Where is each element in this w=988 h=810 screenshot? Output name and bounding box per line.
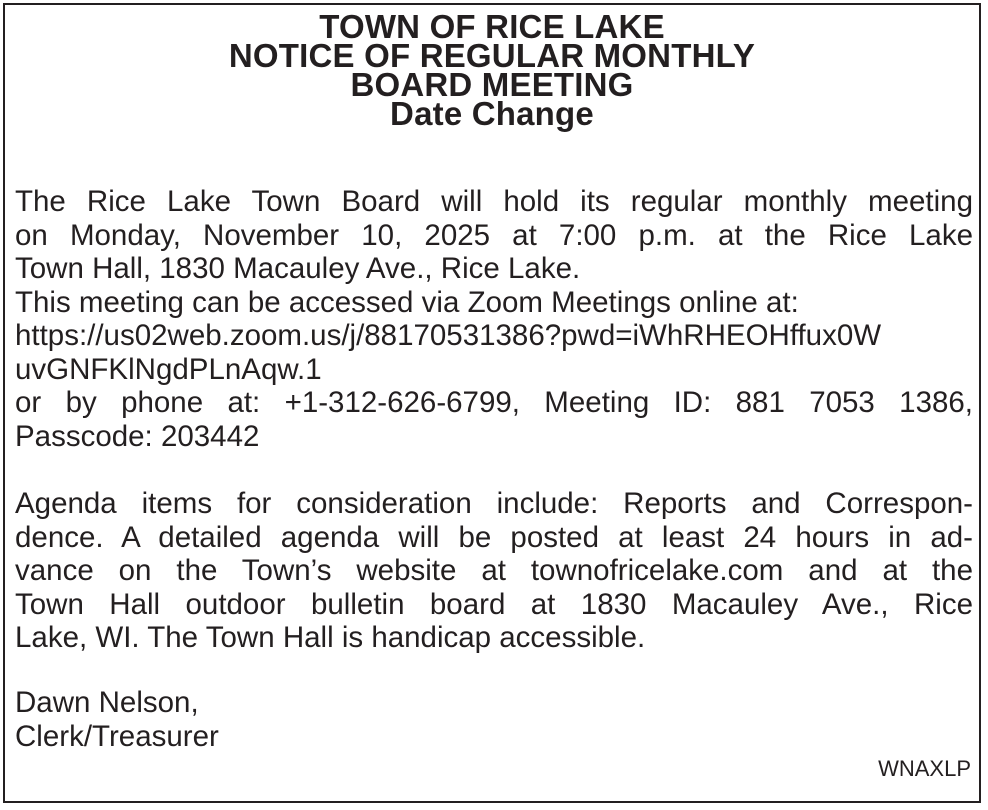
meeting-line: The Rice Lake Town Board will hold its regular monthly meeting <box>15 185 973 218</box>
agenda-line: Lake, WI. The Town Hall is handicap accessible. <box>15 621 646 654</box>
meeting-details-paragraph <box>15 185 973 453</box>
agenda-paragraph <box>15 487 973 655</box>
agenda-line: Agenda items for consideration include: Reports and Correspon- <box>15 487 973 520</box>
meeting-line: Town Hall, 1830 Macauley Ave., Rice Lake. <box>15 252 581 285</box>
phone-details: or by phone at: +1-312-626-6799, Meeting ID: 881 7053 1386, <box>15 386 973 419</box>
signature-block <box>15 686 973 753</box>
publication-code: WNAXLP <box>878 756 971 781</box>
signer-title: Clerk/Treasurer <box>15 719 219 753</box>
zoom-link[interactable]: https://us02web.zoom.us/j/88170531386?pwd=iWhRHEOHffux0W <box>15 319 882 352</box>
legal-notice <box>3 3 981 803</box>
heading-meeting-type: BOARD MEETING <box>350 66 634 103</box>
meeting-line: on Monday, November 10, 2025 at 7:00 p.m. at the Rice Lake <box>15 218 973 252</box>
heading-notice-title: NOTICE OF REGULAR MONTHLY <box>228 37 756 74</box>
passcode: Passcode: 203442 <box>15 419 260 453</box>
heading-date-change: Date Change <box>390 95 594 132</box>
zoom-link-continued[interactable]: uvGNFKlNgdPLnAqw.1 <box>15 352 322 386</box>
notice-heading <box>5 8 979 132</box>
heading-town-name: TOWN OF RICE LAKE <box>319 8 665 45</box>
agenda-line: dence. A detailed agenda will be posted at least 24 hours in ad- <box>15 520 973 554</box>
meeting-line: This meeting can be accessed via Zoom Meetings online at: <box>15 285 799 319</box>
agenda-line: vance on the Town’s website at townofricelake.com and at the <box>15 554 973 587</box>
signer-name: Dawn Nelson, <box>15 686 199 719</box>
agenda-line: Town Hall outdoor bulletin board at 1830 Macauley Ave., Rice <box>15 587 973 621</box>
